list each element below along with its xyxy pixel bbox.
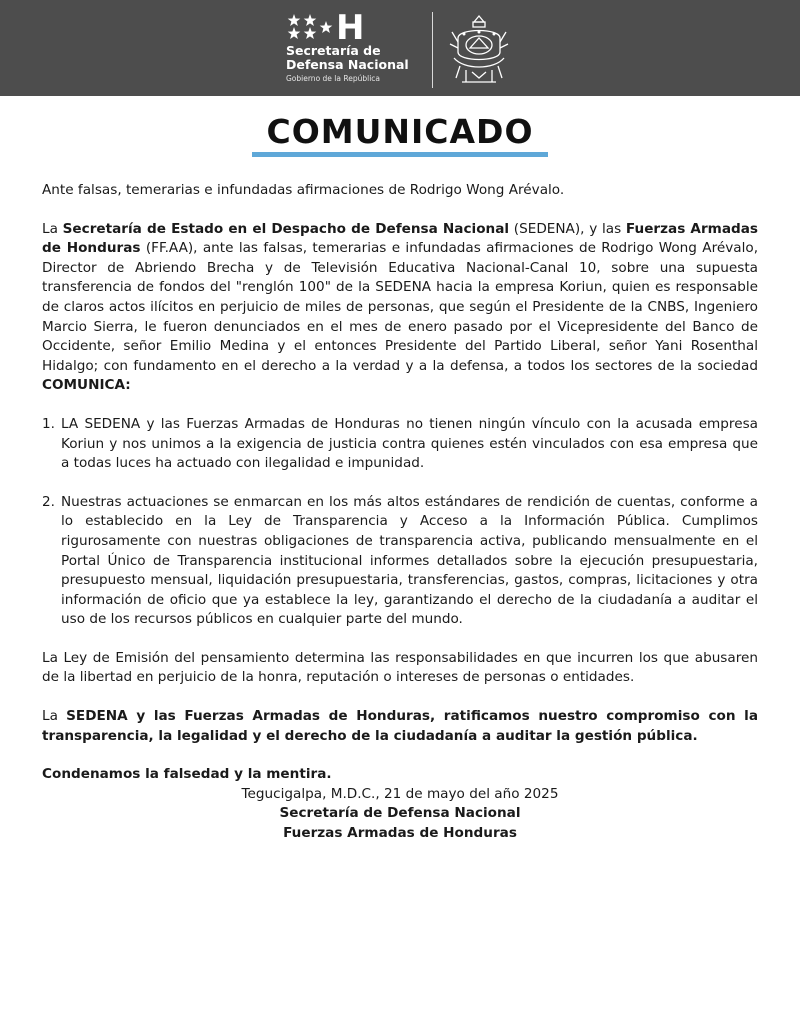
ratify-paragraph <box>42 707 758 746</box>
list-item-text: Nuestras actuaciones se enmarcan en los más altos estándares de rendición de cuentas, conforme a lo establecido en la Ley de Transparencia y Acceso a la Información Pública. Cumplimos rigurosamente con nuestras obligaciones de transparencia activa, publicando mensualmente en el Portal Único de Transparencia institucional informes detallados sobre la ejecución presupuestaria, presupuesto mensual, liquidación presupuestaria, transferencias, gastos, compras, licitaciones y otra información de oficio que ya establece la ley, garantizando el derecho de la ciudadanía a auditar el uso de los recursos públicos en cualquier parte del mundo. <box>61 493 758 628</box>
main-paragraph-bold-2: Fuerzas Armadas de Honduras <box>42 220 758 257</box>
main-paragraph-text-1: La <box>42 220 63 237</box>
law-paragraph: La Ley de Emisión del pensamiento determina las responsabilidades en que incurren los que abusaren de la libertad en perjuicio de la honra, reputación o intereses de personas o entidades. <box>42 649 758 686</box>
intro-paragraph: Ante falsas, temerarias e infundadas afirmaciones de Rodrigo Wong Arévalo. <box>42 182 565 198</box>
secretariat-logo <box>284 8 520 88</box>
header-divider <box>432 12 433 88</box>
ratify-bold-1: SEDENA y las Fuerzas Armadas de Honduras, ratificamos nuestro compromiso con la transparencia, la legalidad y el derecho de la ciudadanía a auditar la gestión pública. <box>42 708 758 744</box>
signature-line-1: Secretaría de Defensa Nacional <box>279 805 521 822</box>
document-body <box>42 181 758 844</box>
document-title: COMUNICADO <box>266 112 534 151</box>
header-bar <box>0 0 800 96</box>
secretariat-line-1: Secretaría de <box>286 43 381 58</box>
list-item-number: 2. <box>42 493 55 510</box>
secretariat-name <box>286 44 436 72</box>
date-line: Tegucigalpa, M.D.C., 21 de mayo del año 2025 <box>241 785 559 802</box>
list-item-number: 1. <box>42 415 55 432</box>
list-item <box>42 415 758 474</box>
coat-of-arms-icon <box>444 12 514 88</box>
main-paragraph-text-2: (SEDENA), y las <box>509 220 626 237</box>
main-paragraph-bold-3: COMUNICA: <box>42 377 131 394</box>
stars-icon <box>286 14 340 40</box>
logo-letter: H <box>336 8 365 48</box>
main-paragraph-text-3: (FF.AA), ante las falsas, temerarias e infundadas afirmaciones de Rodrigo Wong Arévalo, Director de Abriendo Brecha y de Televisión Educativa Nacional-Canal 10, sobre una supuesta transferencia de fondos del "renglón 100" de la SEDENA hacia la empresa Koriun, quien es responsable de claros actos ilícitos en perjuicio de miles de personas, que según el Presidente de la CNBS, Ingeniero Marcio Sierra, le fueron denunciados en el mes de enero pasado por el Vicepresidente del Banco de Occidente, señor Emilio Medina y el entonces Presidente del Partido Liberal, señor Yani Rosenthal Hidalgo; con fundamento en el derecho a la verdad y a la defensa, a todos los sectores de la sociedad <box>42 240 759 374</box>
main-paragraph <box>42 220 758 396</box>
main-paragraph-bold-1: Secretaría de Estado en el Despacho de Defensa Nacional <box>62 220 510 237</box>
government-line: Gobierno de la República <box>286 74 381 83</box>
ratify-text-1: La <box>42 708 67 725</box>
secretariat-line-2: Defensa Nacional <box>286 57 409 72</box>
title-underline <box>252 152 548 157</box>
list-item-text: LA SEDENA y las Fuerzas Armadas de Honduras no tienen ningún vínculo con la acusada empresa Koriun y nos unimos a la exigencia de justicia contra quienes estén vinculados con esa empresa que a todas luces ha actuado con ilegalidad e impunidad. <box>61 415 758 472</box>
closing-statement: Condenamos la falsedad y la mentira. <box>42 766 332 783</box>
list-item <box>42 493 758 630</box>
signature-line-2: Fuerzas Armadas de Honduras <box>283 825 517 842</box>
